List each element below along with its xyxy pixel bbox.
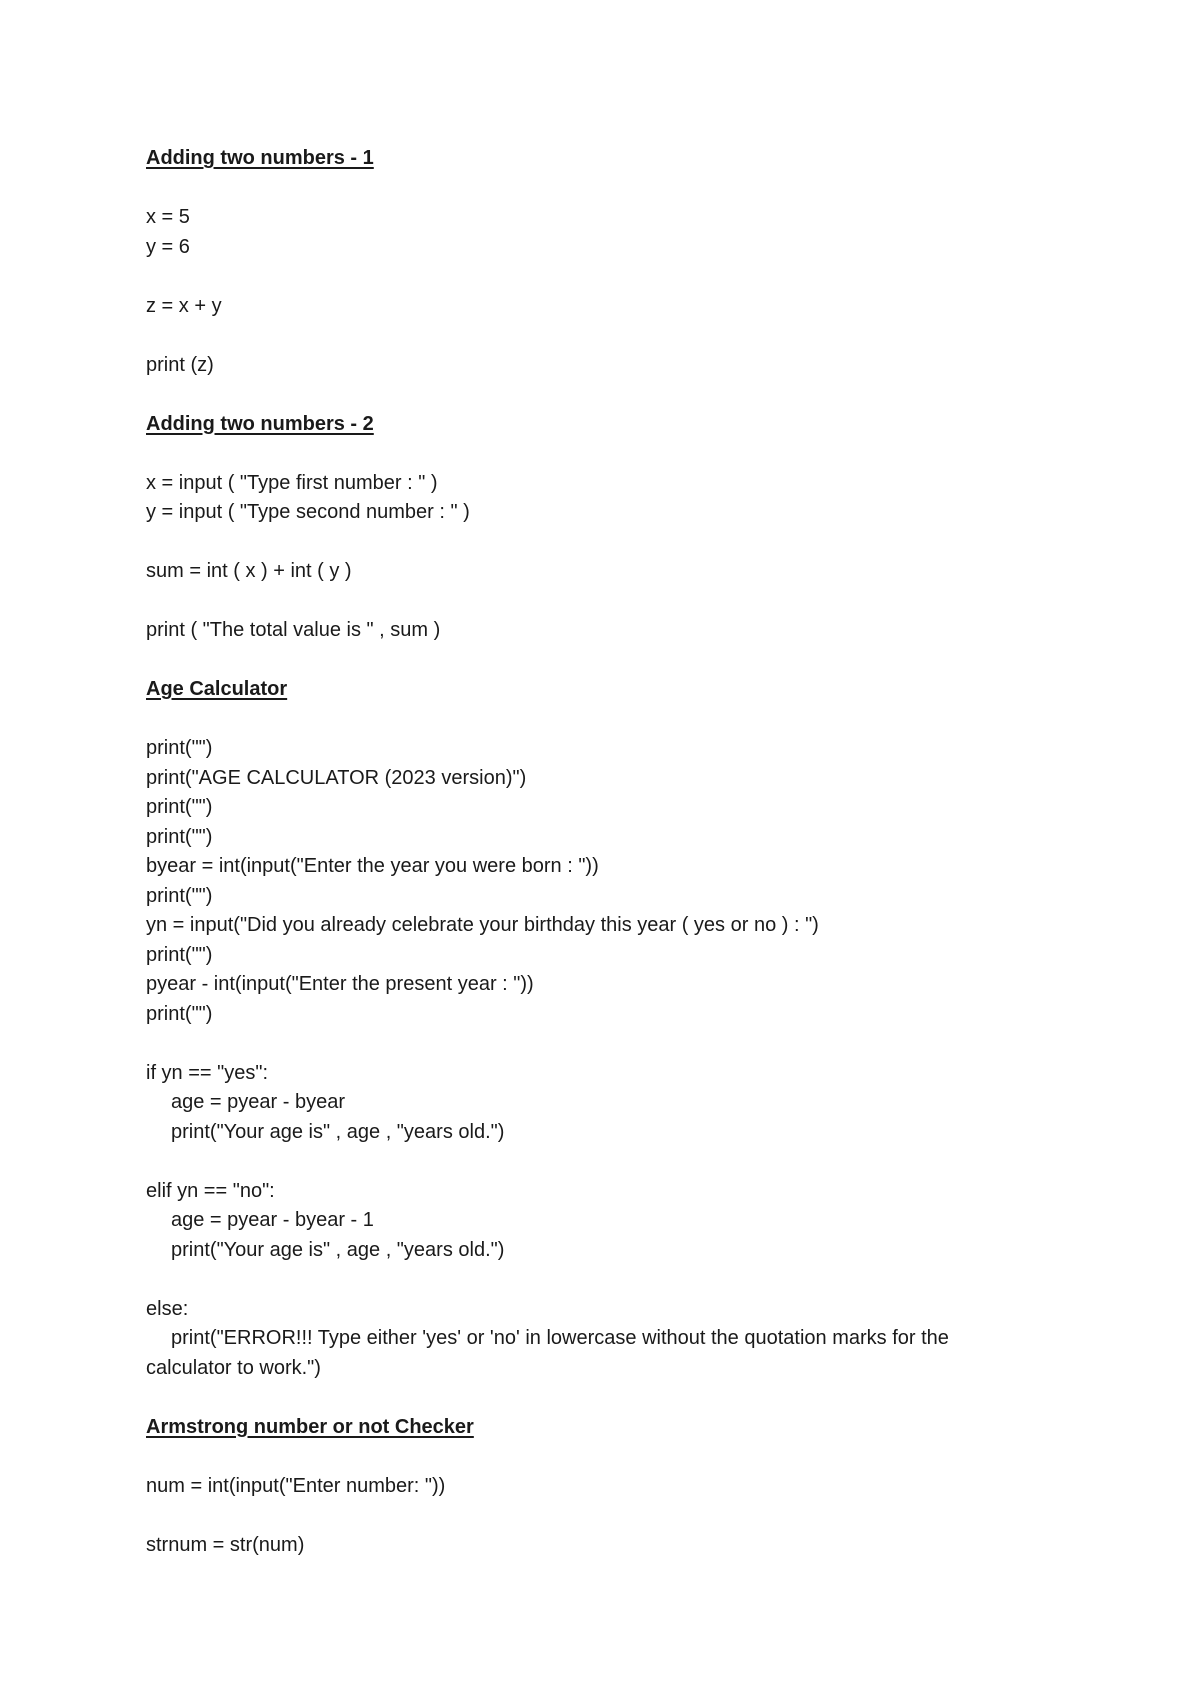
code-line: z = x + y — [146, 294, 222, 317]
section-heading-age-calculator: Age Calculator — [146, 678, 288, 700]
blank-line — [146, 528, 1076, 558]
code-line: print("Your age is" , age , "years old.") — [171, 1120, 505, 1143]
code-line: print("") — [146, 737, 213, 759]
code-line: print("AGE CALCULATOR (2023 version)") — [146, 766, 527, 789]
document-page — [146, 144, 1076, 1560]
code-line: print (z) — [146, 353, 214, 376]
code-line: print("ERROR!!! Type either 'yes' or 'no' in lowercase without the quotation marks for the — [171, 1327, 949, 1349]
blank-line — [146, 646, 1076, 676]
code-line: if yn == "yes": — [146, 1061, 269, 1084]
code-line: else: — [146, 1297, 189, 1320]
code-line: strnum = str(num) — [146, 1533, 305, 1556]
blank-line — [146, 1147, 1076, 1177]
code-line: print("") — [146, 1002, 213, 1025]
code-line: pyear - int(input("Enter the present year : ")) — [146, 973, 534, 995]
blank-line — [146, 321, 1076, 351]
code-line: sum = int ( x ) + int ( y ) — [146, 560, 352, 582]
code-line: x = input ( "Type first number : " ) — [146, 471, 438, 494]
blank-line — [146, 174, 1076, 204]
blank-line — [146, 1029, 1076, 1059]
blank-line — [146, 705, 1076, 735]
blank-line — [146, 439, 1076, 469]
code-line: elif yn == "no": — [146, 1179, 275, 1202]
section-heading-armstrong: Armstrong number or not Checker — [146, 1415, 474, 1438]
code-line: print("Your age is" , age , "years old.") — [171, 1238, 505, 1261]
blank-line — [146, 1383, 1076, 1413]
blank-line — [146, 587, 1076, 617]
code-line: print("") — [146, 884, 213, 907]
code-line: y = input ( "Type second number : " ) — [146, 501, 470, 523]
blank-line — [146, 1442, 1076, 1472]
code-line: print("") — [146, 825, 213, 848]
code-line: x = 5 — [146, 206, 190, 228]
code-line: num = int(input("Enter number: ")) — [146, 1474, 446, 1497]
code-line: print("") — [146, 943, 213, 966]
section-heading-adding-2: Adding two numbers - 2 — [146, 412, 374, 435]
code-line: y = 6 — [146, 235, 190, 258]
code-line: byear = int(input("Enter the year you were born : ")) — [146, 855, 599, 877]
code-line: print("") — [146, 796, 213, 818]
code-line: age = pyear - byear - 1 — [171, 1209, 374, 1231]
blank-line — [146, 262, 1076, 292]
code-line: print ( "The total value is " , sum ) — [146, 619, 441, 641]
blank-line — [146, 1265, 1076, 1295]
blank-line — [146, 1501, 1076, 1531]
section-heading-adding-1: Adding two numbers - 1 — [146, 147, 374, 169]
code-line: age = pyear - byear — [171, 1091, 345, 1113]
code-line: calculator to work.") — [146, 1356, 321, 1379]
blank-line — [146, 380, 1076, 410]
code-line: yn = input("Did you already celebrate your birthday this year ( yes or no ) : ") — [146, 914, 819, 936]
